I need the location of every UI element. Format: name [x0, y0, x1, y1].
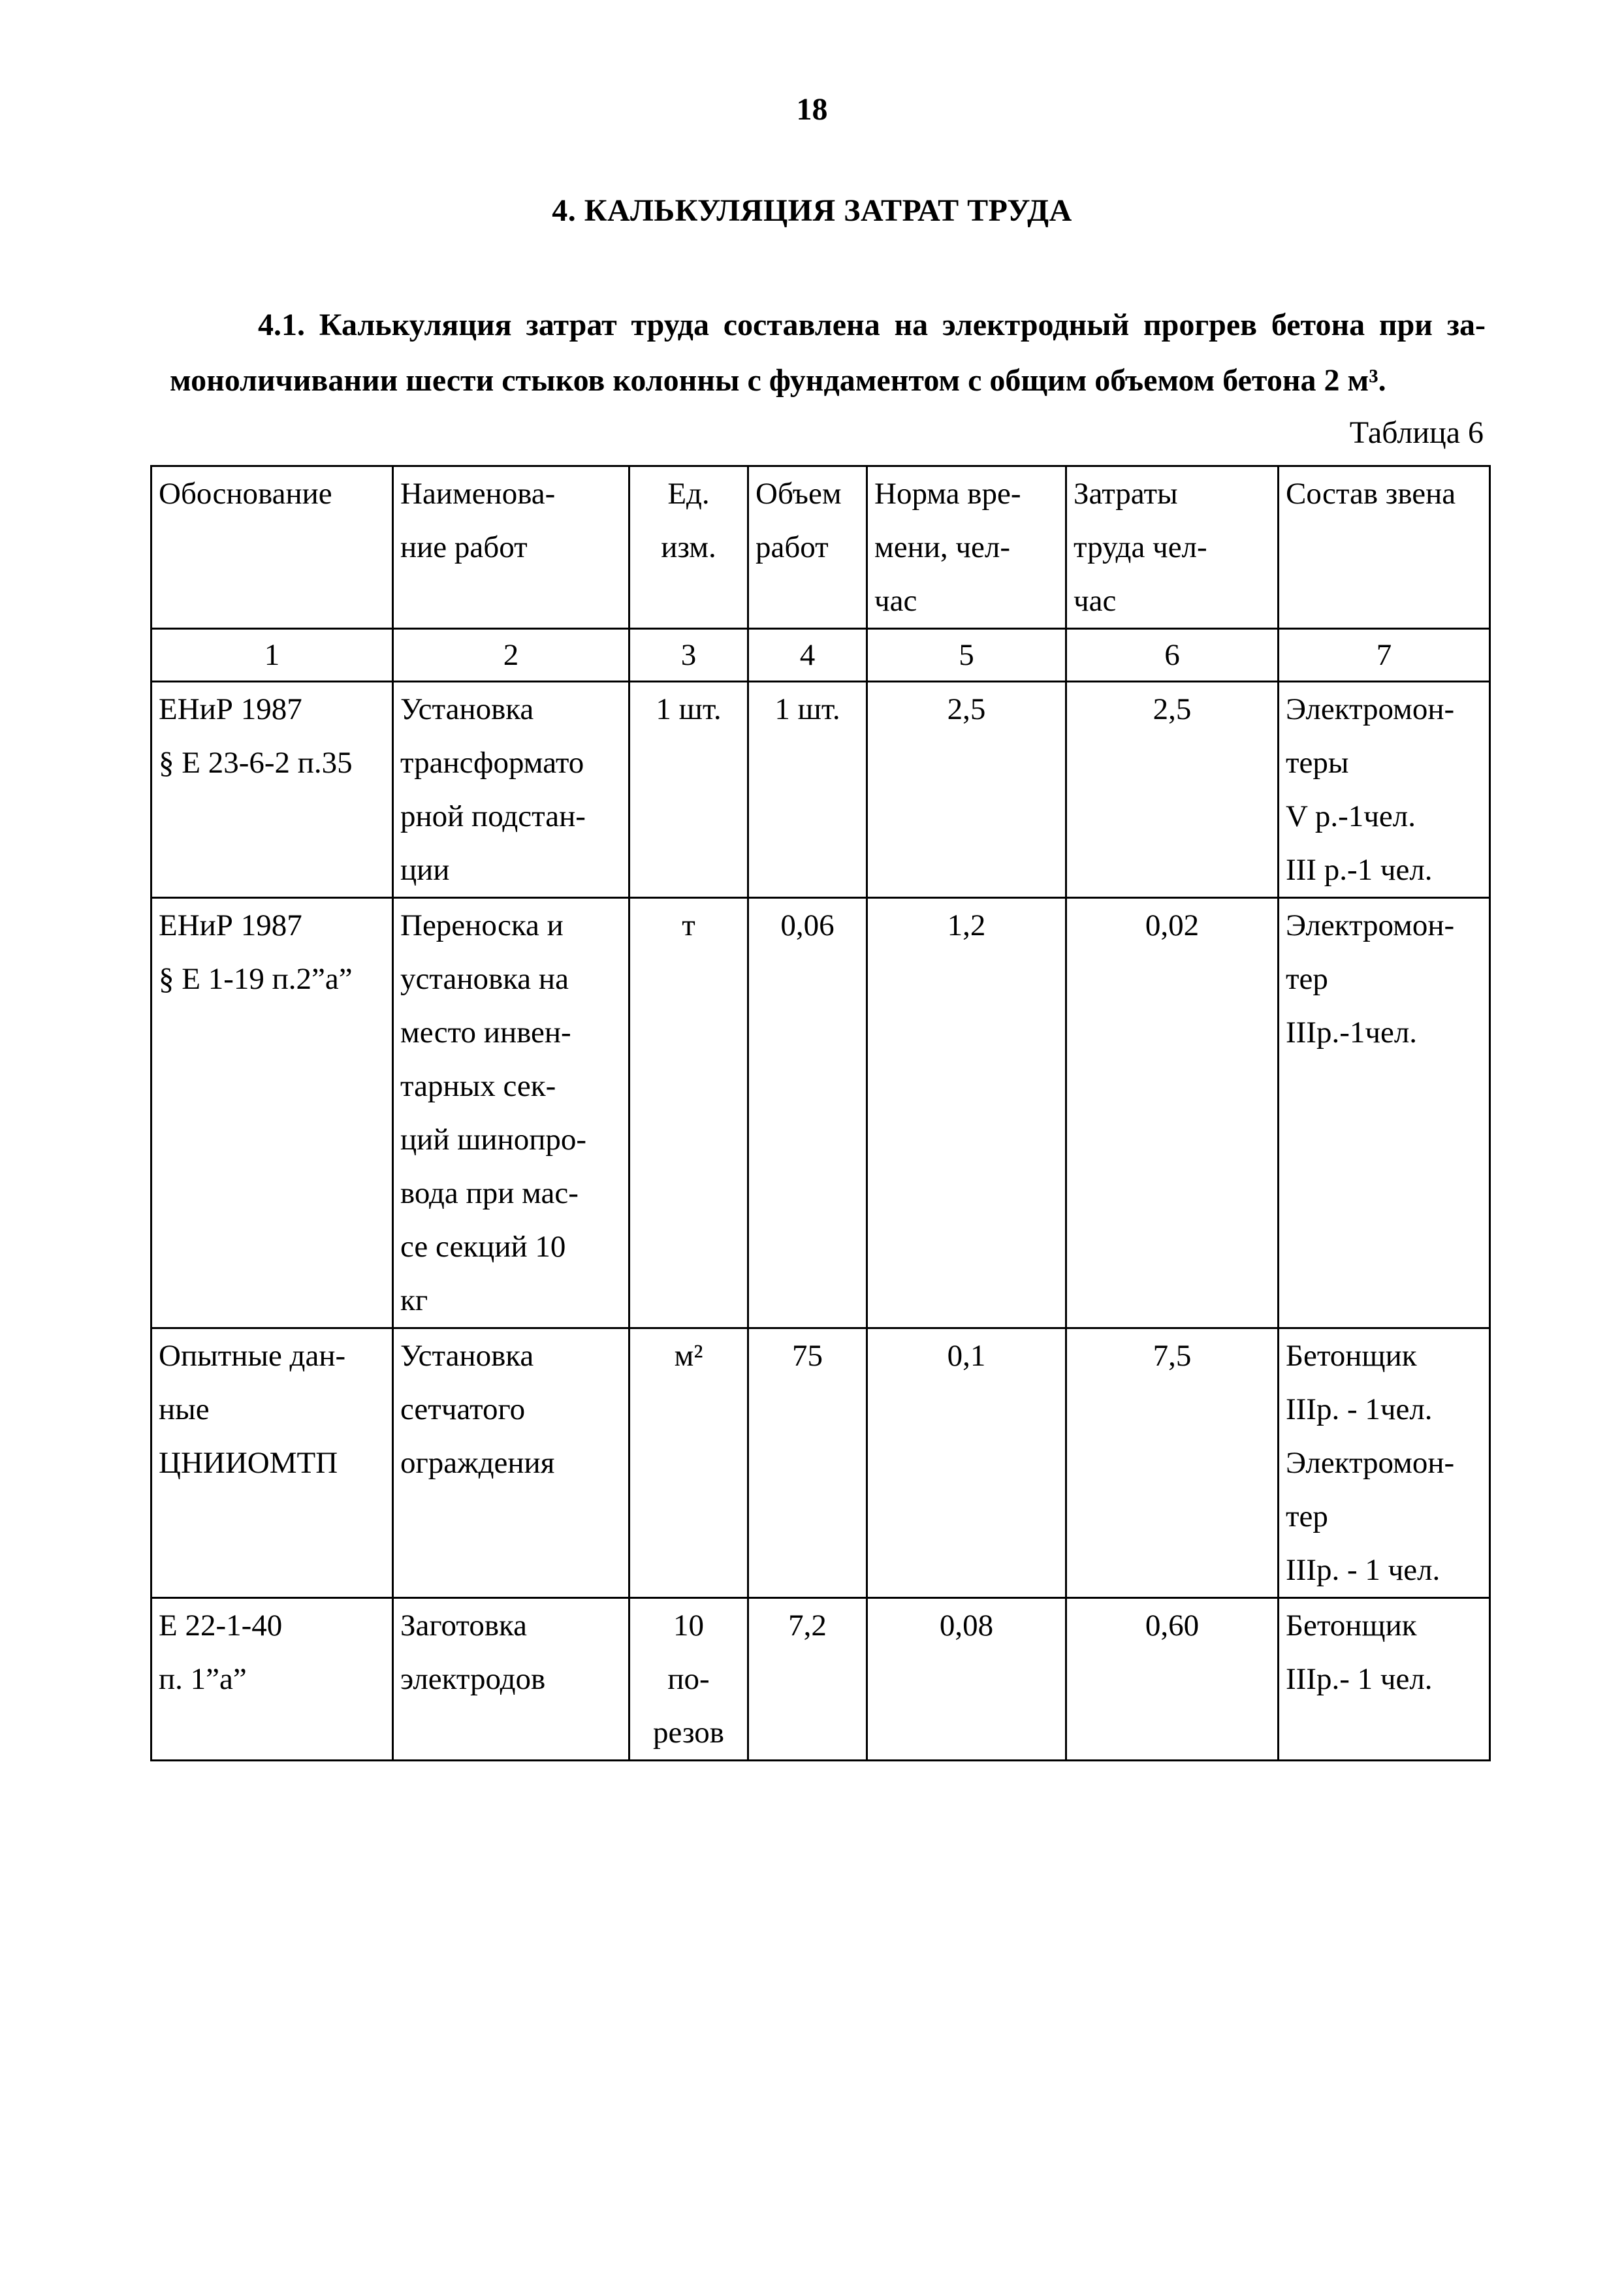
section-title: 4. КАЛЬКУЛЯЦИЯ ЗАТРАТ ТРУДА [552, 193, 1072, 228]
cell-crew-line: Электромон- [1286, 908, 1455, 942]
cell-work-name-line: се секций 10 [400, 1230, 566, 1264]
cell-work-name-line: ций шинопро- [400, 1123, 587, 1157]
cell-crew-line: Бетонщик [1286, 1339, 1417, 1373]
cell-work-name-line: Установка [400, 692, 534, 726]
cell-crew-line: III р.-1 чел. [1286, 853, 1433, 887]
cell-unit [629, 898, 748, 1328]
cell-labor-cost [1066, 1328, 1279, 1598]
cell-basis [151, 1598, 393, 1761]
cell-work-name-line: тарных сек- [400, 1069, 556, 1103]
column-number: 7 [1279, 629, 1490, 682]
cell-crew-line: IIIр. - 1чел. [1286, 1392, 1433, 1426]
cell-work-name-line: электродов [400, 1662, 546, 1696]
cell-work-name-line: Переноска и [400, 908, 564, 942]
cell-crew-line: IIIр.-1чел. [1286, 1016, 1418, 1050]
cell-volume [748, 898, 867, 1328]
cell-basis [151, 898, 393, 1328]
cell-volume-value: 0,06 [780, 908, 835, 942]
cell-work-name-line: Заготовка [400, 1609, 527, 1643]
header-unit [629, 466, 748, 629]
cell-crew-line: тер [1286, 1499, 1328, 1533]
cell-work-name-line: Установка [400, 1339, 534, 1373]
column-number: 5 [867, 629, 1066, 682]
cell-work-name [393, 682, 629, 898]
cell-basis-line: ЕНиР 1987 [159, 908, 302, 942]
cell-volume-value: 75 [792, 1339, 823, 1373]
cell-unit-line: т [682, 908, 695, 942]
header-basis [151, 466, 393, 629]
cell-basis [151, 682, 393, 898]
cell-basis-line: ЕНиР 1987 [159, 692, 302, 726]
header-text: Ед. изм. [661, 477, 716, 564]
table-row [151, 682, 1490, 898]
cell-volume [748, 1328, 867, 1598]
cell-labor-cost [1066, 682, 1279, 898]
column-number: 2 [393, 629, 629, 682]
cell-time-norm [867, 682, 1066, 898]
cell-work-name-line: трансформато [400, 746, 584, 780]
cell-crew-line: Бетонщик [1286, 1609, 1417, 1643]
cell-work-name-line: вода при мас- [400, 1176, 579, 1210]
header-volume [748, 466, 867, 629]
intro-paragraph [170, 297, 1486, 408]
cell-time-norm [867, 898, 1066, 1328]
cell-basis-line: Е 22-1-40 [159, 1609, 283, 1643]
cell-basis-line: п. 1”а” [159, 1662, 247, 1696]
cell-labor-cost [1066, 1598, 1279, 1761]
cell-crew-line: IIIр.- 1 чел. [1286, 1662, 1433, 1696]
cell-basis [151, 1328, 393, 1598]
column-number-row [151, 629, 1490, 682]
cell-unit [629, 682, 748, 898]
cell-unit-line: 10 [673, 1609, 704, 1643]
intro-line-1: 4.1. Калькуляция затрат труда составлена на электродный прогрев бетона при за- [258, 308, 1486, 342]
cell-work-name [393, 898, 629, 1328]
cell-unit [629, 1598, 748, 1761]
header-labor-cost [1066, 466, 1279, 629]
cell-volume-value: 1 шт. [774, 692, 840, 726]
header-time-norm [867, 466, 1066, 629]
cell-crew-line: теры [1286, 746, 1349, 780]
header-work-name [393, 466, 629, 629]
cell-basis-line: § Е 23-6-2 п.35 [159, 746, 353, 780]
cell-basis-line: § Е 1-19 п.2”а” [159, 962, 353, 996]
column-number: 1 [151, 629, 393, 682]
cell-crew [1279, 898, 1490, 1328]
cell-time-norm [867, 1598, 1066, 1761]
cell-unit-line: м² [674, 1339, 703, 1373]
header-text: Объем работ [756, 477, 842, 564]
table-row [151, 1598, 1490, 1761]
cell-work-name-line: ции [400, 853, 450, 887]
cell-crew-line: V р.-1чел. [1286, 799, 1416, 833]
cell-unit-line: 1 шт. [656, 692, 722, 726]
cell-basis-line: ЦНИИОМТП [159, 1446, 338, 1480]
column-number: 3 [629, 629, 748, 682]
table-caption: Таблица 6 [1349, 415, 1484, 450]
cell-work-name [393, 1328, 629, 1598]
cell-time-norm-value: 2,5 [947, 692, 986, 726]
cell-work-name-line: рной подстан- [400, 799, 586, 833]
cell-unit-line: резов [653, 1716, 724, 1750]
table-row [151, 898, 1490, 1328]
cell-time-norm-value: 0,1 [947, 1339, 986, 1373]
cell-volume [748, 682, 867, 898]
cell-unit-line: по- [667, 1662, 710, 1696]
cell-time-norm-value: 0,08 [939, 1609, 994, 1643]
header-crew [1279, 466, 1490, 629]
cell-crew-line: тер [1286, 962, 1328, 996]
table-row [151, 1328, 1490, 1598]
cell-crew-line: IIIр. - 1 чел. [1286, 1553, 1441, 1587]
cell-work-name-line: ограждения [400, 1446, 555, 1480]
column-number: 4 [748, 629, 867, 682]
cell-volume [748, 1598, 867, 1761]
header-text: Обоснование [159, 477, 332, 511]
cell-work-name-line: место инвен- [400, 1016, 571, 1050]
intro-line-2: моноличивании шести стыков колонны с фундаментом с общим объемом бетона 2 м³. [170, 363, 1386, 398]
column-number: 6 [1066, 629, 1279, 682]
cell-crew-line: Электромон- [1286, 1446, 1455, 1480]
cell-crew-line: Электромон- [1286, 692, 1455, 726]
cell-basis-line: Опытные дан- [159, 1339, 346, 1373]
page-number: 18 [796, 92, 828, 127]
header-text: Наименова- ние работ [400, 477, 556, 564]
cell-labor-cost-value: 0,02 [1145, 908, 1200, 942]
table-header-row [151, 466, 1490, 629]
cell-labor-cost-value: 2,5 [1153, 692, 1192, 726]
cell-crew [1279, 1328, 1490, 1598]
cell-crew [1279, 682, 1490, 898]
header-text: Состав звена [1286, 477, 1456, 511]
cell-work-name [393, 1598, 629, 1761]
cell-unit [629, 1328, 748, 1598]
cell-time-norm [867, 1328, 1066, 1598]
cell-time-norm-value: 1,2 [947, 908, 986, 942]
header-text: Норма вре- мени, чел- час [874, 477, 1021, 618]
cell-volume-value: 7,2 [788, 1609, 827, 1643]
cell-labor-cost-value: 0,60 [1145, 1609, 1200, 1643]
cell-work-name-line: сетчатого [400, 1392, 526, 1426]
cell-work-name-line: установка на [400, 962, 569, 996]
header-text: Затраты труда чел- час [1074, 477, 1207, 618]
cell-crew [1279, 1598, 1490, 1761]
cell-labor-cost [1066, 898, 1279, 1328]
cell-work-name-line: кг [400, 1283, 428, 1317]
cell-labor-cost-value: 7,5 [1153, 1339, 1192, 1373]
cell-basis-line: ные [159, 1392, 210, 1426]
labor-cost-table [150, 465, 1491, 1761]
